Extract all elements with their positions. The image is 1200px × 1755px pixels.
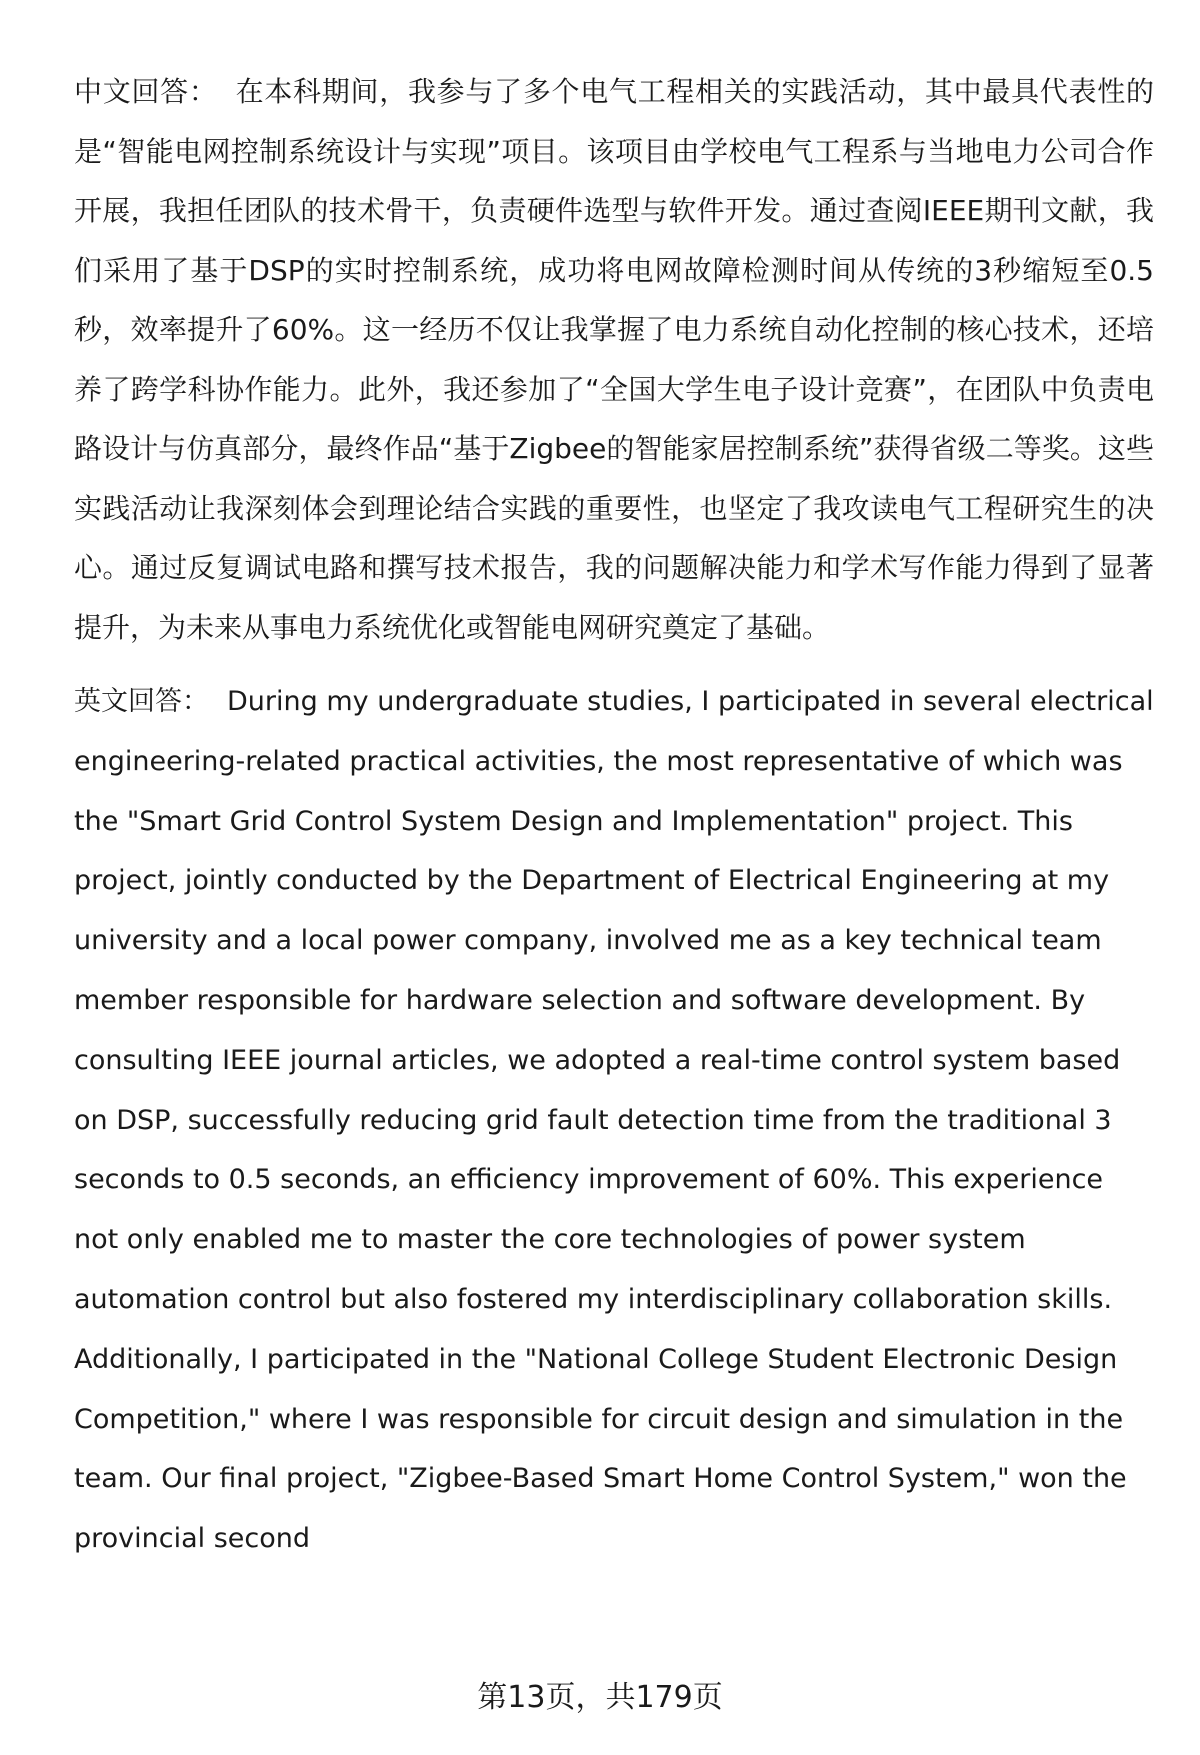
chinese-answer-label: 中文回答： — [74, 75, 218, 108]
chinese-answer-paragraph — [74, 62, 1154, 657]
english-answer-label: 英文回答： — [74, 686, 209, 717]
english-answer-text: During my undergraduate studies, I participated in several electrical engineering-related practical activities, the most representative of which was the "Smart Grid Control System Design and Implementation" project. This project, jointly conducted by the Department of Electrical Engineering at my university and a local power company, involved me as a key technical team member responsible for hardware selection and software development. By consulting IEEE journal articles, we adopted a real-time control system based on DSP, successfully reducing grid fault detection time from the traditional 3 seconds to 0.5 seconds, an efficiency improvement of 60%. This experience not only enabled me to master the core technologies of power system automation control but also fostered my interdisciplinary collaboration skills. Additionally, I participated in the "National College Student Electronic Design Competition," where I was responsible for circuit design and simulation in the team. Our final project, "Zigbee-Based Smart Home Control System," won the provincial second — [74, 686, 1154, 1555]
english-answer-paragraph — [74, 672, 1154, 1569]
document-body — [74, 62, 1154, 1569]
page-number: 第13页，共179页 — [477, 1680, 723, 1715]
chinese-answer-text: 在本科期间，我参与了多个电气工程相关的实践活动，其中最具代表性的是“智能电网控制系统设计与实现”项目。该项目由学校电气工程系与当地电力公司合作开展，我担任团队的技术骨干，负责硬件选型与软件开发。通过查阅IEEE期刊文献，我们采用了基于DSP的实时控制系统，成功将电网故障检测时间从传统的3秒缩短至0.5秒，效率提升了60%。这一经历不仅让我掌握了电力系统自动化控制的核心技术，还培养了跨学科协作能力。此外，我还参加了“全国大学生电子设计竞赛”，在团队中负责电路设计与仿真部分，最终作品“基于Zigbee的智能家居控制系统”获得省级二等奖。这些实践活动让我深刻体会到理论结合实践的重要性，也坚定了我攻读电气工程研究生的决心。通过反复调试电路和撰写技术报告，我的问题解决能力和学术写作能力得到了显著提升，为未来从事电力系统优化或智能电网研究奠定了基础。 — [74, 75, 1154, 644]
